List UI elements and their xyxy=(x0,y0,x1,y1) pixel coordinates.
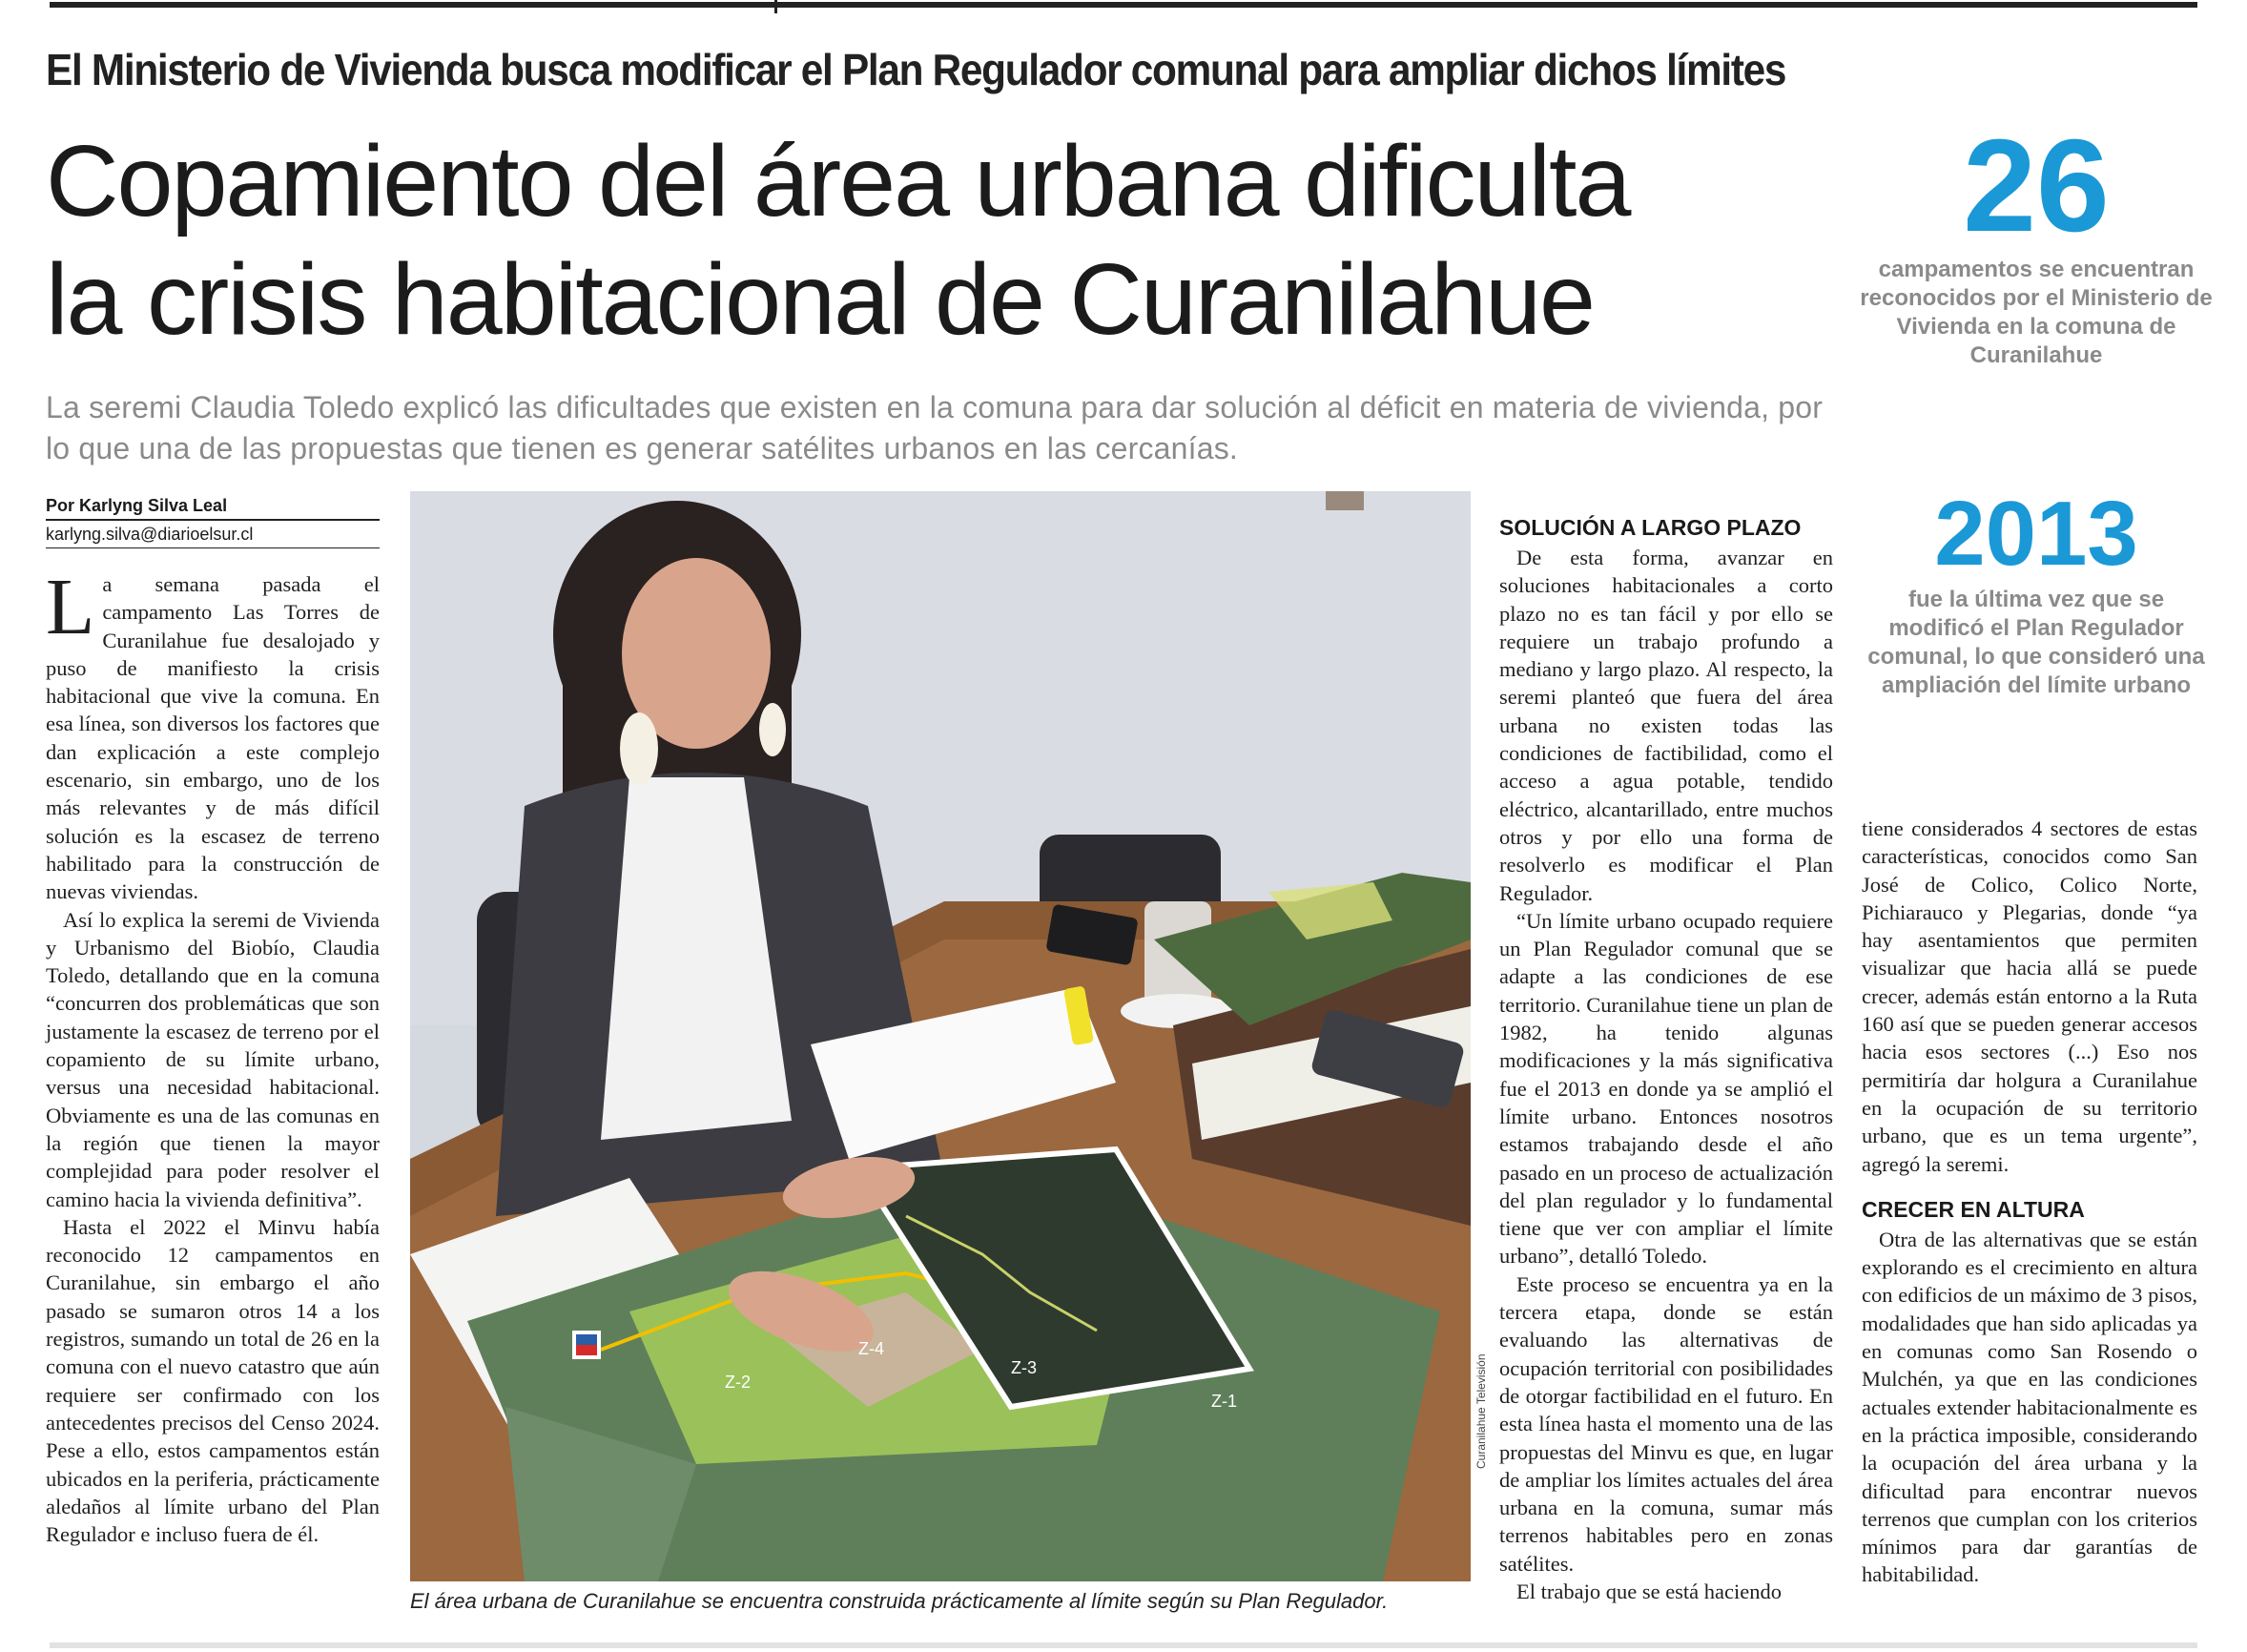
paragraph xyxy=(46,563,380,906)
map-zone-label: Z-3 xyxy=(1011,1358,1037,1377)
photo-credit: Curanilahue Televisión xyxy=(1474,1353,1488,1469)
stat-description: fue la última vez que se modificó el Plan Regulador comunal, lo que consideró una ampliación del límite urbano xyxy=(1867,587,2205,698)
dropcap: L xyxy=(46,563,95,651)
photo-illustration xyxy=(410,491,1471,1581)
headline-line-1: Copamiento del área urbana dificulta xyxy=(46,125,1630,237)
map-zone-label: Z-1 xyxy=(1211,1392,1237,1411)
paragraph-text: a semana pasada el campamento Las Torres de Curanilahue fue desalojado y puso de manifiesto la crisis habitacional que vive la comuna. En esa línea, son diversos los factores que dan explicación a este complejo escenario, sin embargo, uno de los más relevantes y de más difícil solución es la escasez de terreno habilitado para la construcción de nuevas viviendas. xyxy=(46,572,380,904)
top-rule xyxy=(50,2,2197,8)
article-column-3 xyxy=(1862,815,2197,1589)
headline xyxy=(46,122,1858,359)
article-column-1 xyxy=(46,563,380,1548)
paragraph: tiene considerados 4 sectores de estas características, conocidos como San José de Colico, Colico Norte, Pichiarauco y Plegarias, donde “ya hay asentamientos que permiten visualizar que hacia allá se puede crecer, además están entorno a la Ruta 160 así que se pueden generar accesos hacia esos sectores (...) Eso nos permitiría dar holgura a Curanilahue en la ocupación de su territorio urbano, que es un tema urgente”, agregó la seremi. xyxy=(1862,816,2197,1176)
photo-caption: El área urbana de Curanilahue se encuentra construida prácticamente al límite según su Plan Regulador. xyxy=(410,1589,1389,1613)
headline-line-2: la crisis habitacional de Curanilahue xyxy=(46,243,1594,356)
paragraph: De esta forma, avanzar en soluciones habitacionales a corto plazo no es tan fácil y por ello se requiere un trabajo profundo a mediano y largo plazo. Al respecto, la seremi planteó que fuera del área urbana no existen todas las condiciones de factibilidad, como el acceso a agua potable, tendido eléctrico, alcantarillado, entre muchos otros y por ello una forma de resolverlo es modificar el Plan Regulador. xyxy=(1499,546,1833,905)
map-zone-label: Z-2 xyxy=(725,1373,751,1392)
paragraph: Este proceso se encuentra ya en la tercera etapa, donde se están evaluando las alternativas de ocupación territorial con posibilidades de otorgar factibilidad en el futuro. En esta línea hasta el momento una de las propuestas del Minvu es que, en lugar de ampliar los límites actuales del área urbana en la comuna, sumar más terrenos habitables pero en zonas satélites. xyxy=(1499,1271,1833,1576)
paragraph: Otra de las alternativas que se están explorando es el crecimiento en altura con edificios de un máximo de 3 pisos, modalidades que han sido aplicadas ya en comunas como San Rosendo o Mulchén, ya que en las condiciones actuales extender habitacionalmente es en la práctica imposible, considerando la ocupación del área urbana y la dificultad para encontrar nuevos terrenos que cumplan con los criterios mínimos para dar garantías de habitabilidad. xyxy=(1862,1227,2197,1587)
top-rule-tick xyxy=(774,0,777,13)
stat-box-year xyxy=(1860,483,2213,700)
stat-description: campamentos se encuentran reconocidos por el Ministerio de Vivienda en la comuna de Curanilahue xyxy=(1860,257,2213,368)
section-subhead: SOLUCIÓN A LARGO PLAZO xyxy=(1499,515,1802,540)
kicker: El Ministerio de Vivienda busca modificar el Plan Regulador comunal para ampliar dichos límites xyxy=(46,45,1786,94)
section-subhead: CRECER EN ALTURA xyxy=(1862,1196,2085,1222)
article-photo xyxy=(410,491,1471,1581)
deck: La seremi Claudia Toledo explicó las dificultades que existen en la comuna para dar solución al déficit en materia de vivienda, por lo que una de las propuestas que tienen es generar satélites urbanos en las cercanías. xyxy=(46,390,1824,465)
paragraph: “Un límite urbano ocupado requiere un Plan Regulador comunal que se adapte a las condiciones de ese territorio. Curanilahue tiene un plan de 1982, ha tenido algunas modificaciones y la más significativa fue el 2013 en donde ya se amplió el límite urbano. Entonces nosotros estamos trabajando desde el año pasado en un proceso de actualización del plan regulador y lo fundamental tiene que ver con ampliar el límite urbano”, detalló Toledo. xyxy=(1499,908,1833,1269)
article-column-2 xyxy=(1499,509,1833,1605)
map-zone-label: Z-4 xyxy=(858,1339,884,1358)
byline-author: Por Karlyng Silva Leal xyxy=(46,496,380,521)
paragraph: Así lo explica la seremi de Vivienda y Urbanismo del Biobío, Claudia Toledo, detallando que en la comuna “concurren dos problemáticas que son justamente la escasez de terreno por el copamiento de su límite urbano, versus una necesidad habitacional. Obviamente es una de las comunas en la región que tienen la mayor complejidad para poder resolver el camino hacia la vivienda definitiva”. xyxy=(46,907,380,1211)
stat-number: 26 xyxy=(1963,113,2110,259)
stat-number: 2013 xyxy=(1934,483,2138,585)
byline xyxy=(46,496,380,548)
byline-email: karlyng.silva@diarioelsur.cl xyxy=(46,521,380,548)
paragraph: El trabajo que se está haciendo xyxy=(1516,1579,1783,1603)
stat-box-campamentos xyxy=(1860,113,2213,370)
paragraph: Hasta el 2022 el Minvu había reconocido 12 campamentos en Curanilahue, sin embargo el año pasado se sumaron otros 14 a los registros, sumando un total de 26 en la comuna con el nuevo catastro que aún requiere ser confirmado con los antecedentes precisos del Censo 2024. Pese a ello, estos campamentos están ubicados en la periferia, prácticamente aledaños al límite urbano del Plan Regulador e incluso fuera de él. xyxy=(46,1214,380,1547)
bottom-rule xyxy=(50,1642,2197,1648)
